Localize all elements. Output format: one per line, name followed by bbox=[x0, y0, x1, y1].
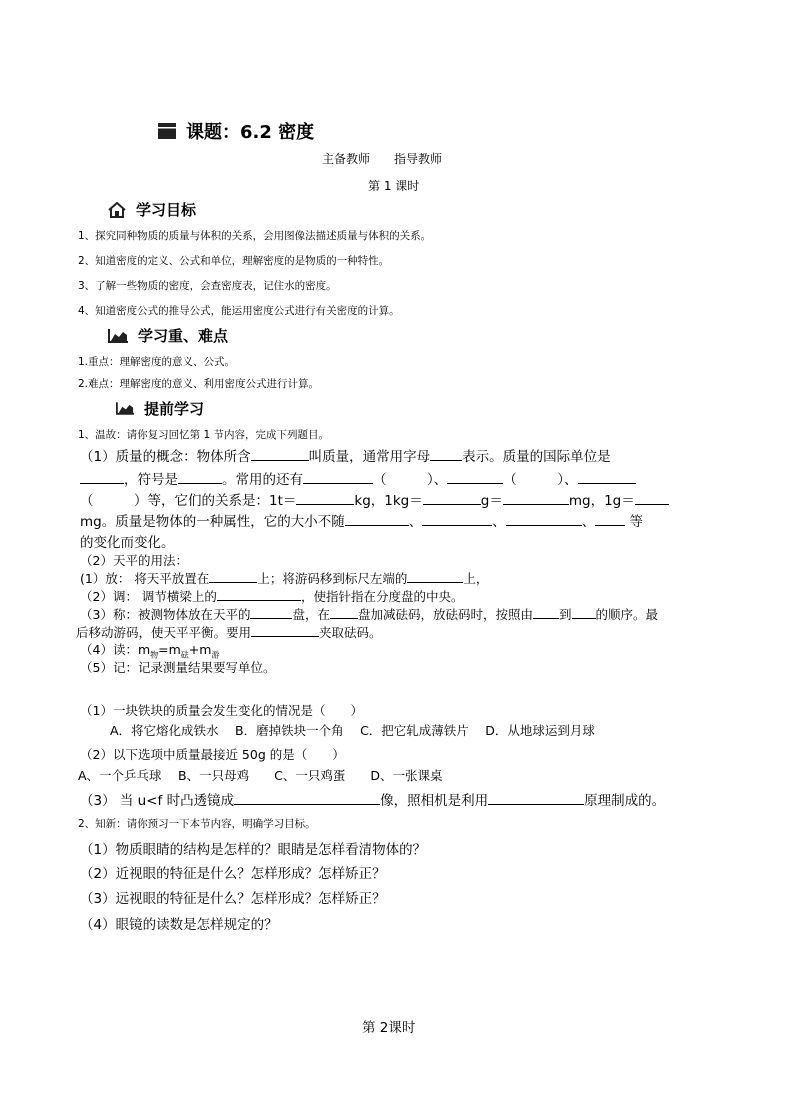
new-item: （4）眼镜的读数是怎样规定的？ bbox=[80, 917, 278, 933]
fill-blank[interactable] bbox=[423, 490, 481, 505]
teachers-line: 主备教师 指导教师 bbox=[322, 152, 443, 166]
keypoint-item: 1.重点：理解密度的意义、公式。 bbox=[78, 356, 236, 368]
objectives-heading: 学习目标 bbox=[136, 201, 197, 219]
question-3: （3） 当 u<f 时凸透镜成 像，照相机是利用 原理制成的。 bbox=[80, 789, 665, 809]
prestudy-heading-row bbox=[116, 398, 204, 419]
fill-blank[interactable] bbox=[217, 586, 301, 601]
lesson-2-label: 第 2课时 bbox=[362, 1020, 416, 1036]
lesson-number: 第 1 课时 bbox=[368, 179, 420, 193]
balance-step-3: （3）称：被测物体放在天平的 盘，在 盘加减砝码，放砝码时，按照由 到 的顺序。最 bbox=[80, 604, 658, 623]
page-title: 课题：6.2 密度 bbox=[186, 122, 315, 143]
new-title: 2、知新：请你预习一下本节内容，明确学习目标。 bbox=[78, 818, 316, 830]
question-1-options: A．将它熔化成铁水 B．磨掉铁块一个角 C．把它轧成薄铁片 D．从地球运到月球 bbox=[110, 723, 595, 738]
new-item: （2）近视眼的特征是什么？怎样形成？怎样矫正？ bbox=[80, 866, 386, 882]
fill-blank[interactable] bbox=[251, 446, 309, 461]
objectives-heading-row bbox=[108, 199, 196, 220]
review-title: 1、温故：请你复习回忆第 1 节内容，完成下列题目。 bbox=[78, 429, 330, 441]
book-icon bbox=[158, 123, 176, 139]
fill-blank[interactable] bbox=[578, 469, 636, 484]
fill-blank[interactable] bbox=[407, 568, 463, 583]
mass-line-5: 的变化而变化。 bbox=[80, 535, 175, 551]
fill-blank[interactable] bbox=[488, 790, 584, 805]
objective-item: 4、知道密度公式的推导公式，能运用密度公式进行有关密度的计算。 bbox=[78, 305, 400, 317]
mass-line-1: （1）质量的概念：物体所含 叫质量，通常用字母 表示。质量的国际单位是 bbox=[80, 445, 611, 465]
fill-blank[interactable] bbox=[178, 469, 222, 484]
mass-line-3: （ ）等，它们的关系是：1t＝ kg，1kg＝ g＝ mg，1g＝ bbox=[80, 489, 669, 509]
fill-blank[interactable] bbox=[345, 511, 409, 526]
objective-item: 3、了解一些物质的密度，会查密度表，记住水的密度。 bbox=[78, 280, 337, 292]
balance-step-4: （4）读：$m_物=m_砝+m_游$ bbox=[80, 642, 220, 660]
balance-step-3-cont: 后移动游码，使天平平衡。要用 夹取砝码。 bbox=[76, 622, 382, 641]
balance-title: （2）天平的用法： bbox=[80, 553, 188, 568]
area-chart-icon bbox=[108, 329, 128, 343]
new-item: （1）物质眼睛的结构是怎样的？眼睛是怎样看清物体的？ bbox=[80, 842, 427, 858]
balance-step-2: （2）调： 调节横梁上的 ，使指针指在分度盘的中央。 bbox=[80, 586, 463, 605]
fill-blank[interactable] bbox=[296, 490, 354, 505]
page-title-row bbox=[158, 118, 314, 144]
keypoints-heading-row bbox=[108, 325, 228, 346]
fill-blank[interactable] bbox=[572, 604, 596, 619]
question-2: （2）以下选项中质量最接近 50g 的是（ ） bbox=[80, 747, 345, 762]
balance-step-5: （5）记：记录测量结果要写单位。 bbox=[80, 660, 276, 675]
fill-blank[interactable] bbox=[447, 469, 503, 484]
fill-blank[interactable] bbox=[330, 604, 358, 619]
prestudy-heading: 提前学习 bbox=[144, 400, 205, 418]
fill-blank[interactable] bbox=[635, 490, 669, 505]
question-2-options: A、一个乒乓球 B、一只母鸡 C、一只鸡蛋 D、一张课桌 bbox=[78, 768, 443, 783]
mass-line-4: mg。质量是物体的一种属性，它的大小不随 、 、 、 等 bbox=[80, 510, 643, 530]
question-1: （1）一块铁块的质量会发生变化的情况是（ ） bbox=[80, 703, 363, 718]
fill-blank[interactable] bbox=[209, 568, 257, 583]
fill-blank[interactable] bbox=[422, 511, 492, 526]
fill-blank[interactable] bbox=[506, 511, 582, 526]
keypoints-heading: 学习重、难点 bbox=[138, 327, 229, 345]
fill-blank[interactable] bbox=[533, 604, 559, 619]
fill-blank[interactable] bbox=[251, 622, 319, 637]
fill-blank[interactable] bbox=[503, 490, 569, 505]
fill-blank[interactable] bbox=[250, 604, 292, 619]
fill-blank[interactable] bbox=[234, 790, 380, 805]
fill-blank[interactable] bbox=[303, 469, 373, 484]
home-icon bbox=[108, 202, 126, 218]
keypoint-item: 2.难点：理解密度的意义、利用密度公式进行计算。 bbox=[78, 378, 320, 390]
area-chart-icon bbox=[116, 402, 134, 415]
fill-blank[interactable] bbox=[595, 511, 625, 526]
balance-step-1: (1）放： 将天平放置在 上；将游码移到标尺左端的 上， bbox=[80, 568, 488, 587]
mass-line-2: ，符号是 。常用的还有 （ ）、 （ ）、 bbox=[80, 468, 636, 488]
fill-blank[interactable] bbox=[80, 469, 124, 484]
fill-blank[interactable] bbox=[430, 446, 462, 461]
objective-item: 2、知道密度的定义、公式和单位，理解密度的是物质的一种特性。 bbox=[78, 255, 390, 267]
new-item: （3）远视眼的特征是什么？怎样形成？怎样矫正？ bbox=[80, 891, 386, 907]
objective-item: 1、探究同种物质的质量与体积的关系，会用图像法描述质量与体积的关系。 bbox=[78, 230, 432, 242]
